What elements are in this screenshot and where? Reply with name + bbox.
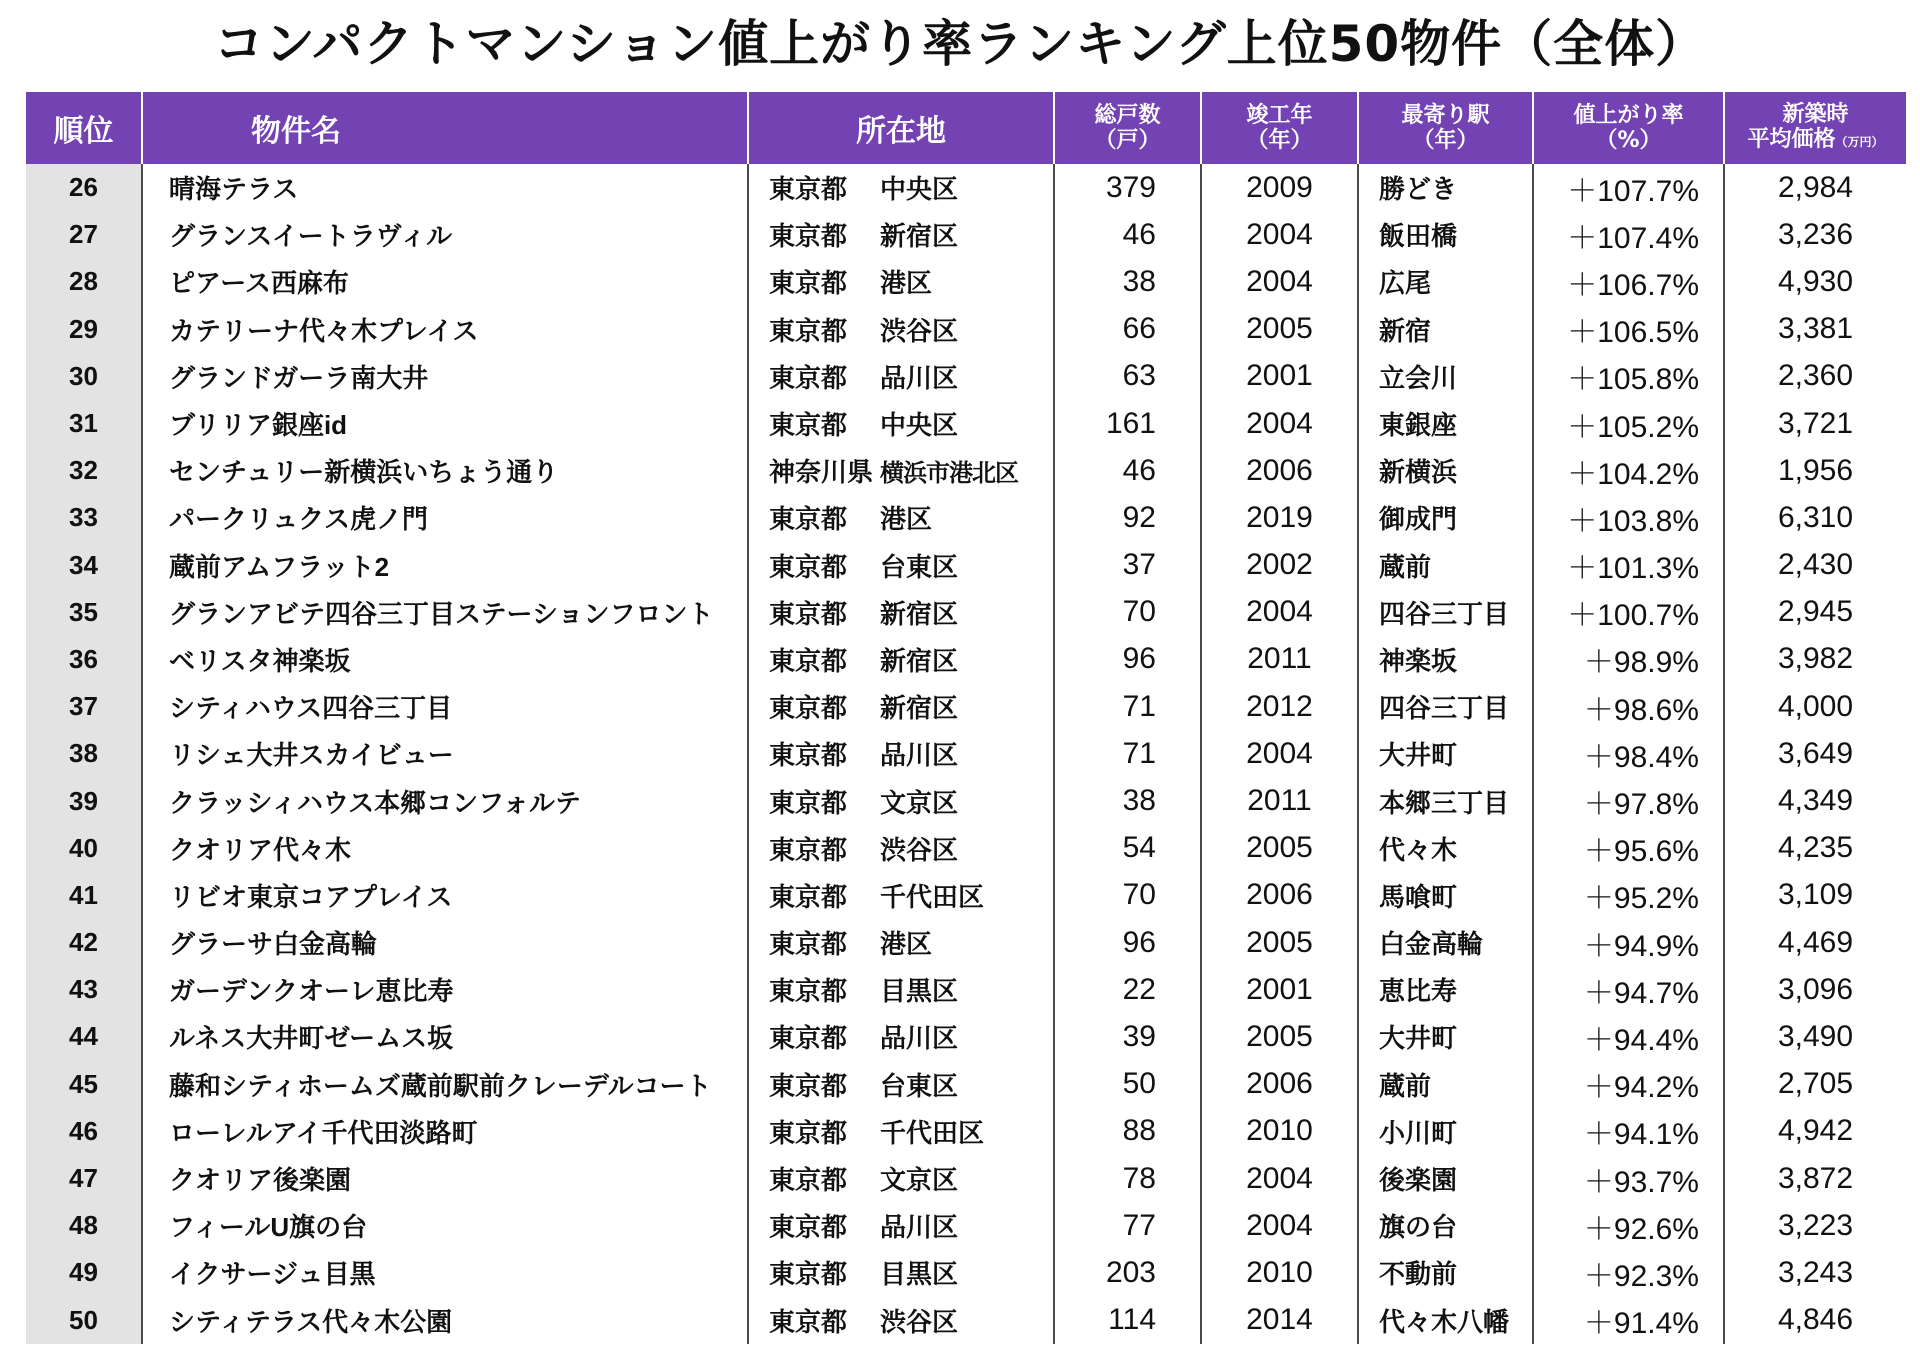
row-rank: 29: [26, 306, 142, 353]
row-city: 新宿区: [876, 589, 1054, 636]
row-rank: 50: [26, 1297, 142, 1344]
row-property-name: フィールU旗の台: [142, 1202, 748, 1249]
row-new-average-price: 2,705: [1777, 1067, 1854, 1101]
row-rank: 43: [26, 966, 142, 1013]
row-total-units: 161: [1054, 400, 1201, 447]
row-completion-year: 2005: [1201, 306, 1358, 353]
row-new-average-price: 6,310: [1777, 500, 1854, 534]
header-rate-label: 値上がり率: [1573, 103, 1684, 128]
row-rank: 45: [26, 1061, 142, 1108]
row-prefecture: 東京都: [769, 1306, 848, 1337]
row-new-average-price: 3,490: [1777, 1019, 1854, 1053]
row-prefecture: 東京都: [769, 1165, 848, 1196]
row-completion-year: 2005: [1201, 919, 1358, 966]
row-nearest-station: 東銀座: [1358, 400, 1533, 447]
row-nearest-station: 馬喰町: [1358, 872, 1533, 919]
row-property-name: リシェ大井スカイビュー: [142, 730, 748, 777]
row-new-average-price: 2,945: [1777, 595, 1854, 629]
row-rank: 42: [26, 919, 142, 966]
row-city: 港区: [876, 258, 1054, 305]
row-rank: 32: [26, 447, 142, 494]
row-total-units: 96: [1054, 919, 1201, 966]
row-price-increase-rate: ＋106.5%: [1533, 306, 1724, 353]
table-row: [26, 966, 1906, 1013]
row-rank: 34: [26, 542, 142, 589]
table-row: [26, 447, 1906, 494]
row-rank: 36: [26, 636, 142, 683]
row-prefecture: 東京都: [769, 1070, 848, 1101]
row-completion-year: 2004: [1201, 1155, 1358, 1202]
row-total-units: 88: [1054, 1108, 1201, 1155]
row-price-increase-rate: ＋98.6%: [1533, 683, 1724, 730]
row-rank: 27: [26, 211, 142, 258]
row-price-increase-rate: ＋94.4%: [1533, 1013, 1724, 1060]
table-row: [26, 1249, 1906, 1296]
header-price-unit: （万円）: [1835, 134, 1884, 149]
row-city: 渋谷区: [876, 1297, 1054, 1344]
row-total-units: 50: [1054, 1061, 1201, 1108]
table-row: [26, 1297, 1906, 1344]
row-new-average-price: 4,349: [1777, 784, 1854, 818]
table-row: [26, 1155, 1906, 1202]
row-rank: 37: [26, 683, 142, 730]
row-completion-year: 2010: [1201, 1108, 1358, 1155]
table-body: [26, 164, 1906, 1344]
row-rank: 30: [26, 353, 142, 400]
row-nearest-station: 新横浜: [1358, 447, 1533, 494]
row-completion-year: 2006: [1201, 1061, 1358, 1108]
row-completion-year: 2004: [1201, 730, 1358, 777]
row-price-increase-rate: ＋98.9%: [1533, 636, 1724, 683]
row-nearest-station: 新宿: [1358, 306, 1533, 353]
row-price-increase-rate: ＋93.7%: [1533, 1155, 1724, 1202]
row-price-increase-rate: ＋94.2%: [1533, 1061, 1724, 1108]
row-completion-year: 2019: [1201, 494, 1358, 541]
page-title: コンパクトマンション値上がり率ランキング上位50物件（全体）: [213, 15, 1707, 73]
row-new-average-price: 3,243: [1777, 1255, 1854, 1289]
row-total-units: 38: [1054, 258, 1201, 305]
row-property-name: ルネス大井町ゼームス坂: [142, 1013, 748, 1060]
row-rank: 26: [26, 164, 142, 211]
row-total-units: 70: [1054, 589, 1201, 636]
row-new-average-price: 3,236: [1777, 217, 1854, 251]
row-new-average-price: 3,649: [1777, 736, 1854, 770]
row-price-increase-rate: ＋92.3%: [1533, 1249, 1724, 1296]
row-nearest-station: 大井町: [1358, 1013, 1533, 1060]
row-total-units: 46: [1054, 211, 1201, 258]
table-row: [26, 636, 1906, 683]
row-prefecture: 神奈川県: [769, 457, 874, 488]
row-new-average-price: 3,982: [1777, 642, 1854, 676]
row-rank: 49: [26, 1249, 142, 1296]
table-row: [26, 494, 1906, 541]
row-nearest-station: 代々木八幡: [1358, 1297, 1533, 1344]
row-city: 中央区: [876, 164, 1054, 211]
row-nearest-station: 不動前: [1358, 1249, 1533, 1296]
row-city: 中央区: [876, 400, 1054, 447]
table-row: [26, 1108, 1906, 1155]
row-total-units: 379: [1054, 164, 1201, 211]
header-built: [1201, 92, 1358, 164]
row-nearest-station: 後楽園: [1358, 1155, 1533, 1202]
header-built-unit: （年）: [1246, 128, 1313, 153]
row-price-increase-rate: ＋94.9%: [1533, 919, 1724, 966]
row-total-units: 71: [1054, 683, 1201, 730]
row-completion-year: 2012: [1201, 683, 1358, 730]
table-row: [26, 1013, 1906, 1060]
row-prefecture: 東京都: [769, 787, 848, 818]
row-property-name: 蔵前アムフラット2: [142, 542, 748, 589]
row-prefecture: 東京都: [769, 1212, 848, 1243]
row-property-name: グランドガーラ南大井: [142, 353, 748, 400]
header-name-label: 物件名: [251, 114, 341, 149]
row-property-name: ベリスタ神楽坂: [142, 636, 748, 683]
row-price-increase-rate: ＋101.3%: [1533, 542, 1724, 589]
row-rank: 40: [26, 825, 142, 872]
row-nearest-station: 大井町: [1358, 730, 1533, 777]
row-prefecture: 東京都: [769, 551, 848, 582]
table-row: [26, 353, 1906, 400]
row-completion-year: 2001: [1201, 966, 1358, 1013]
row-prefecture: 東京都: [769, 315, 848, 346]
row-new-average-price: 4,469: [1777, 925, 1854, 959]
row-prefecture: 東京都: [769, 362, 848, 393]
row-city: 千代田区: [876, 872, 1054, 919]
row-completion-year: 2006: [1201, 872, 1358, 919]
row-completion-year: 2002: [1201, 542, 1358, 589]
row-rank: 33: [26, 494, 142, 541]
row-property-name: シティテラス代々木公園: [142, 1297, 748, 1344]
row-property-name: クオリア代々木: [142, 825, 748, 872]
row-total-units: 114: [1054, 1297, 1201, 1344]
row-city: 港区: [876, 494, 1054, 541]
row-city: 品川区: [876, 730, 1054, 777]
row-property-name: 晴海テラス: [142, 164, 748, 211]
header-price-label-2: [1725, 127, 1906, 155]
row-rank: 38: [26, 730, 142, 777]
row-new-average-price: 3,721: [1777, 406, 1854, 440]
table-row: [26, 825, 1906, 872]
row-city: 文京区: [876, 1155, 1054, 1202]
row-prefecture: 東京都: [769, 693, 848, 724]
row-completion-year: 2005: [1201, 1013, 1358, 1060]
table-row: [26, 1061, 1906, 1108]
row-rank: 46: [26, 1108, 142, 1155]
row-completion-year: 2004: [1201, 1202, 1358, 1249]
header-units-unit: （戸）: [1094, 128, 1161, 153]
row-new-average-price: 3,381: [1777, 312, 1854, 346]
row-total-units: 70: [1054, 872, 1201, 919]
row-total-units: 92: [1054, 494, 1201, 541]
row-completion-year: 2006: [1201, 447, 1358, 494]
row-property-name: カテリーナ代々木プレイス: [142, 306, 748, 353]
header-rate: [1533, 92, 1724, 164]
table-row: [26, 777, 1906, 824]
row-prefecture: 東京都: [769, 1259, 848, 1290]
row-price-increase-rate: ＋100.7%: [1533, 589, 1724, 636]
table-row: [26, 164, 1906, 211]
row-completion-year: 2009: [1201, 164, 1358, 211]
row-rank: 35: [26, 589, 142, 636]
row-prefecture: 東京都: [769, 268, 848, 299]
row-completion-year: 2004: [1201, 211, 1358, 258]
row-price-increase-rate: ＋91.4%: [1533, 1297, 1724, 1344]
row-city: 新宿区: [876, 211, 1054, 258]
row-new-average-price: 3,109: [1777, 878, 1854, 912]
row-completion-year: 2005: [1201, 825, 1358, 872]
row-total-units: 96: [1054, 636, 1201, 683]
row-new-average-price: 4,000: [1777, 689, 1854, 723]
row-completion-year: 2010: [1201, 1249, 1358, 1296]
row-price-increase-rate: ＋97.8%: [1533, 777, 1724, 824]
row-nearest-station: 御成門: [1358, 494, 1533, 541]
header-price-label: 新築時: [1782, 101, 1849, 127]
row-new-average-price: 4,930: [1777, 264, 1854, 298]
header-price: [1724, 92, 1906, 164]
row-total-units: 77: [1054, 1202, 1201, 1249]
table-row: [26, 872, 1906, 919]
row-property-name: ガーデンクオーレ恵比寿: [142, 966, 748, 1013]
row-total-units: 22: [1054, 966, 1201, 1013]
header-rank: 順位: [26, 92, 142, 164]
row-new-average-price: 1,956: [1777, 453, 1854, 487]
row-price-increase-rate: ＋95.6%: [1533, 825, 1724, 872]
row-city: 台東区: [876, 542, 1054, 589]
row-property-name: クラッシィハウス本郷コンフォルテ: [142, 777, 748, 824]
row-nearest-station: 恵比寿: [1358, 966, 1533, 1013]
row-nearest-station: 神楽坂: [1358, 636, 1533, 683]
row-price-increase-rate: ＋105.2%: [1533, 400, 1724, 447]
row-city: 台東区: [876, 1061, 1054, 1108]
row-price-increase-rate: ＋104.2%: [1533, 447, 1724, 494]
row-completion-year: 2004: [1201, 258, 1358, 305]
table-row: [26, 306, 1906, 353]
row-total-units: 71: [1054, 730, 1201, 777]
row-city: 品川区: [876, 1013, 1054, 1060]
row-nearest-station: 代々木: [1358, 825, 1533, 872]
row-new-average-price: 2,984: [1777, 170, 1854, 204]
row-total-units: 46: [1054, 447, 1201, 494]
row-property-name: グランアビテ四谷三丁目ステーションフロント: [142, 589, 748, 636]
row-city: 渋谷区: [876, 306, 1054, 353]
table-row: [26, 1202, 1906, 1249]
row-property-name: イクサージュ目黒: [142, 1249, 748, 1296]
header-station-label: 最寄り駅: [1401, 103, 1490, 128]
row-property-name: ローレルアイ千代田淡路町: [142, 1108, 748, 1155]
row-rank: 28: [26, 258, 142, 305]
table-row: [26, 542, 1906, 589]
row-new-average-price: 4,846: [1777, 1303, 1854, 1337]
row-rank: 47: [26, 1155, 142, 1202]
row-nearest-station: 勝どき: [1358, 164, 1533, 211]
row-prefecture: 東京都: [769, 881, 848, 912]
ranking-table: [26, 92, 1906, 1344]
row-prefecture: 東京都: [769, 410, 848, 441]
row-city: 新宿区: [876, 636, 1054, 683]
row-completion-year: 2004: [1201, 400, 1358, 447]
row-completion-year: 2001: [1201, 353, 1358, 400]
table-row: [26, 211, 1906, 258]
header-price-label-text: 平均価格: [1747, 126, 1836, 152]
row-total-units: 78: [1054, 1155, 1201, 1202]
row-price-increase-rate: ＋105.8%: [1533, 353, 1724, 400]
row-property-name: パークリュクス虎ノ門: [142, 494, 748, 541]
row-city: 品川区: [876, 353, 1054, 400]
row-completion-year: 2011: [1201, 636, 1358, 683]
row-prefecture: 東京都: [769, 221, 848, 252]
row-new-average-price: 3,223: [1777, 1208, 1854, 1242]
row-new-average-price: 3,872: [1777, 1161, 1854, 1195]
row-price-increase-rate: ＋98.4%: [1533, 730, 1724, 777]
row-prefecture: 東京都: [769, 174, 848, 205]
row-property-name: ピアース西麻布: [142, 258, 748, 305]
table-row: [26, 730, 1906, 777]
table-header: [26, 92, 1906, 164]
row-rank: 44: [26, 1013, 142, 1060]
row-completion-year: 2014: [1201, 1297, 1358, 1344]
row-city: 新宿区: [876, 683, 1054, 730]
row-total-units: 39: [1054, 1013, 1201, 1060]
header-units: [1054, 92, 1201, 164]
table-row: [26, 683, 1906, 730]
row-new-average-price: 4,235: [1777, 831, 1854, 865]
row-prefecture: 東京都: [769, 740, 848, 771]
row-new-average-price: 3,096: [1777, 972, 1854, 1006]
row-price-increase-rate: ＋106.7%: [1533, 258, 1724, 305]
header-built-label: 竣工年: [1246, 103, 1313, 128]
row-prefecture: 東京都: [769, 929, 848, 960]
row-rank: 31: [26, 400, 142, 447]
row-nearest-station: 飯田橋: [1358, 211, 1533, 258]
row-nearest-station: 白金高輪: [1358, 919, 1533, 966]
row-price-increase-rate: ＋103.8%: [1533, 494, 1724, 541]
row-nearest-station: 小川町: [1358, 1108, 1533, 1155]
row-nearest-station: 立会川: [1358, 353, 1533, 400]
row-total-units: 38: [1054, 777, 1201, 824]
row-rank: 39: [26, 777, 142, 824]
table-row: [26, 589, 1906, 636]
row-total-units: 66: [1054, 306, 1201, 353]
row-prefecture: 東京都: [769, 1023, 848, 1054]
row-price-increase-rate: ＋107.4%: [1533, 211, 1724, 258]
row-city: 渋谷区: [876, 825, 1054, 872]
row-city: 千代田区: [876, 1108, 1054, 1155]
row-city: 目黒区: [876, 1249, 1054, 1296]
row-city: 港区: [876, 919, 1054, 966]
row-nearest-station: 本郷三丁目: [1358, 777, 1533, 824]
row-property-name: ブリリア銀座id: [142, 400, 748, 447]
row-rank: 41: [26, 872, 142, 919]
row-property-name: グランスイートラヴィル: [142, 211, 748, 258]
row-price-increase-rate: ＋94.1%: [1533, 1108, 1724, 1155]
row-price-increase-rate: ＋92.6%: [1533, 1202, 1724, 1249]
row-nearest-station: 四谷三丁目: [1358, 589, 1533, 636]
header-station-unit: （年）: [1412, 128, 1479, 153]
table-row: [26, 919, 1906, 966]
row-nearest-station: 蔵前: [1358, 1061, 1533, 1108]
row-prefecture: 東京都: [769, 504, 848, 535]
row-nearest-station: 蔵前: [1358, 542, 1533, 589]
row-total-units: 37: [1054, 542, 1201, 589]
row-nearest-station: 旗の台: [1358, 1202, 1533, 1249]
header-location: 所在地: [748, 92, 1054, 164]
row-property-name: クオリア後楽園: [142, 1155, 748, 1202]
row-new-average-price: 4,942: [1777, 1114, 1854, 1148]
table-row: [26, 258, 1906, 305]
header-name: [142, 92, 748, 164]
row-city: 文京区: [876, 777, 1054, 824]
row-total-units: 63: [1054, 353, 1201, 400]
row-city: 目黒区: [876, 966, 1054, 1013]
row-price-increase-rate: ＋95.2%: [1533, 872, 1724, 919]
row-prefecture: 東京都: [769, 976, 848, 1007]
header-station: [1358, 92, 1533, 164]
row-new-average-price: 2,430: [1777, 548, 1854, 582]
row-total-units: 54: [1054, 825, 1201, 872]
row-property-name: グラーサ白金高輪: [142, 919, 748, 966]
row-prefecture: 東京都: [769, 645, 848, 676]
row-nearest-station: 四谷三丁目: [1358, 683, 1533, 730]
row-prefecture: 東京都: [769, 834, 848, 865]
row-price-increase-rate: ＋107.7%: [1533, 164, 1724, 211]
row-nearest-station: 広尾: [1358, 258, 1533, 305]
row-property-name: 藤和シティホームズ蔵前駅前クレーデルコート: [142, 1061, 748, 1108]
row-property-name: リビオ東京コアプレイス: [142, 872, 748, 919]
row-completion-year: 2004: [1201, 589, 1358, 636]
row-total-units: 203: [1054, 1249, 1201, 1296]
row-property-name: センチュリー新横浜いちょう通り: [142, 447, 748, 494]
header-rate-unit: （%）: [1595, 128, 1662, 153]
row-completion-year: 2011: [1201, 777, 1358, 824]
row-prefecture: 東京都: [769, 598, 848, 629]
table-row: [26, 400, 1906, 447]
row-price-increase-rate: ＋94.7%: [1533, 966, 1724, 1013]
row-new-average-price: 2,360: [1777, 359, 1854, 393]
row-city: 横浜市港北区: [876, 447, 1054, 494]
header-units-label: 総戸数: [1094, 103, 1161, 128]
row-city: 品川区: [876, 1202, 1054, 1249]
row-prefecture: 東京都: [769, 1117, 848, 1148]
row-rank: 48: [26, 1202, 142, 1249]
row-property-name: シティハウス四谷三丁目: [142, 683, 748, 730]
